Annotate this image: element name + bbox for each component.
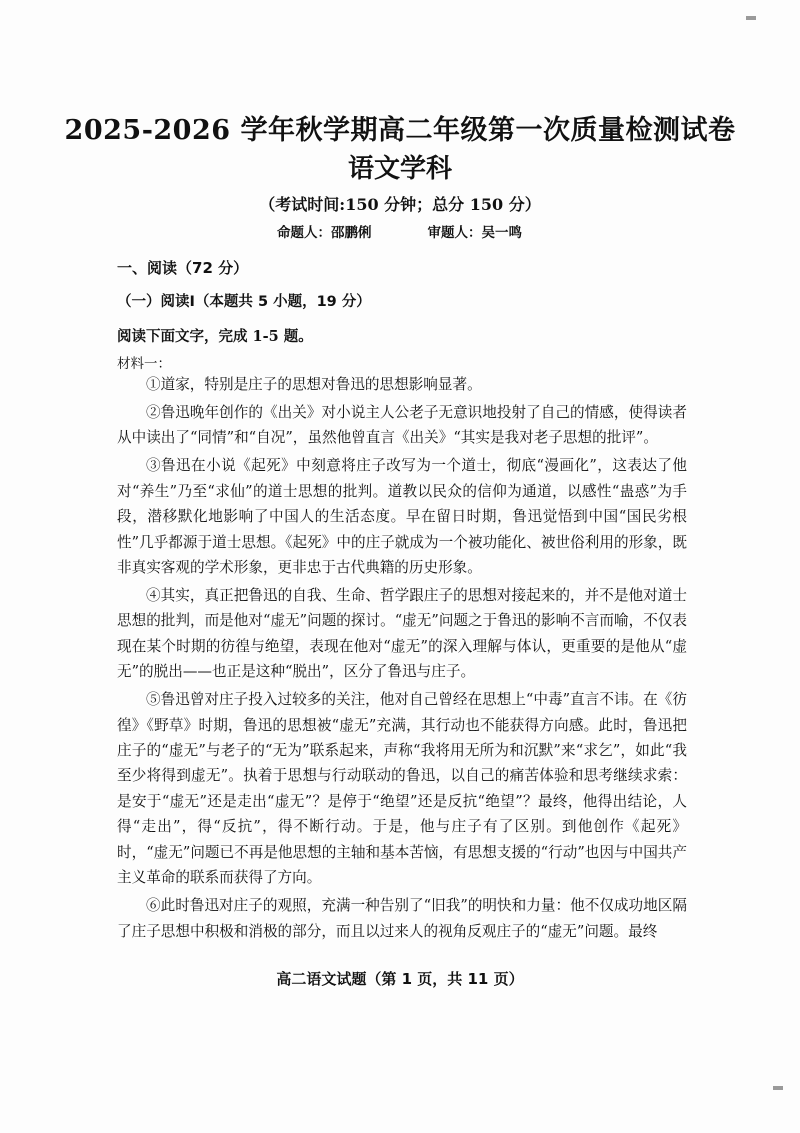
section-heading: 一、阅读（72 分） — [117, 259, 249, 277]
reviewer-name: 审题人：吴一鸣 — [427, 225, 522, 241]
scan-mark-bottom-right — [773, 1086, 783, 1090]
material-label: 材料一： — [117, 356, 171, 372]
reading-passage — [117, 372, 687, 947]
scan-mark-top-right — [746, 16, 756, 20]
page-footer: 高二语文试题（第 1 页，共 11 页） — [276, 970, 524, 988]
paragraph-2: ②鲁迅晚年创作的《出关》对小说主人公老子无意识地投射了自己的情感，使得读者从中读出了“同情”和“自况”，虽然他曾直言《出关》“其实是我对老子思想的批评”。 — [117, 404, 687, 447]
paragraph-4: ④其实，真正把鲁迅的自我、生命、哲学跟庄子的思想对接起来的，并不是他对道士思想的批判，而是他对“虚无”问题的探讨。“虚无”问题之于鲁迅的影响不言而喻，不仅表现在某个时期的彷徨与绝望，表现在他对“虚无”的深入理解与体认，更重要的是他从“虚无”的脱出——也正是这种“脱出”，区分了鲁迅与庄子。 — [117, 587, 687, 681]
paragraph-6: ⑥此时鲁迅对庄子的观照，充满一种告别了“旧我”的明快和力量：他不仅成功地区隔了庄子思想中积极和消极的部分，而且以过来人的视角反观庄子的“虚无”问题。最终 — [117, 897, 687, 940]
reading-instruction: 阅读下面文字，完成 1-5 题。 — [117, 328, 313, 345]
exam-title: 2025-2026 学年秋学期高二年级第一次质量检测试卷 — [64, 115, 736, 146]
exam-info: （考试时间:150 分钟；总分 150 分） — [259, 195, 541, 214]
paragraph-5: ⑤鲁迅曾对庄子投入过较多的关注，他对自己曾经在思想上“中毒”直言不讳。在《彷徨》《野草》时期，鲁迅的思想被“虚无”充满，其行动也不能获得方向感。此时，鲁迅把庄子的“虚无”与老子的“无为”联系起来，声称“我将用无所为和沉默”来“求乞”，如此“我至少将得到虚无”。执着于思想与行动联动的鲁迅，以自己的痛苦体验和思考继续求索：是安于“虚无”还是走出“虚无”？是停于“绝望”还是反抗“绝望”？最终，他得出结论，人得“走出”，得“反抗”，得不断行动。于是，他与庄子有了区别。到他创作《起死》时，“虚无”问题已不再是他思想的主轴和基本苦恼，有思想支援的“行动”也因与中国共产主义革命的联系而获得了方向。 — [117, 691, 687, 887]
subject-title: 语文学科 — [347, 154, 452, 184]
paragraph-1: ①道家，特别是庄子的思想对鲁迅的思想影响显著。 — [146, 376, 482, 393]
setter-name: 命题人：邵鹏俐 — [277, 225, 372, 241]
subsection-heading: （一）阅读Ⅰ（本题共 5 小题，19 分） — [117, 294, 371, 310]
authors-line — [277, 221, 522, 241]
paragraph-3: ③鲁迅在小说《起死》中刻意将庄子改写为一个道士，彻底“漫画化”，这表达了他对“养生”乃至“求仙”的道士思想的批判。道教以民众的信仰为通道，以感性“蛊惑”为手段，潜移默化地影响了中国人的生活态度。早在留日时期，鲁迅觉悟到中国“国民劣根性”几乎都源于道士思想。《起死》中的庄子就成为一个被功能化、被世俗利用的形象，既非真实客观的学术形象，更非忠于古代典籍的历史形象。 — [117, 457, 687, 577]
